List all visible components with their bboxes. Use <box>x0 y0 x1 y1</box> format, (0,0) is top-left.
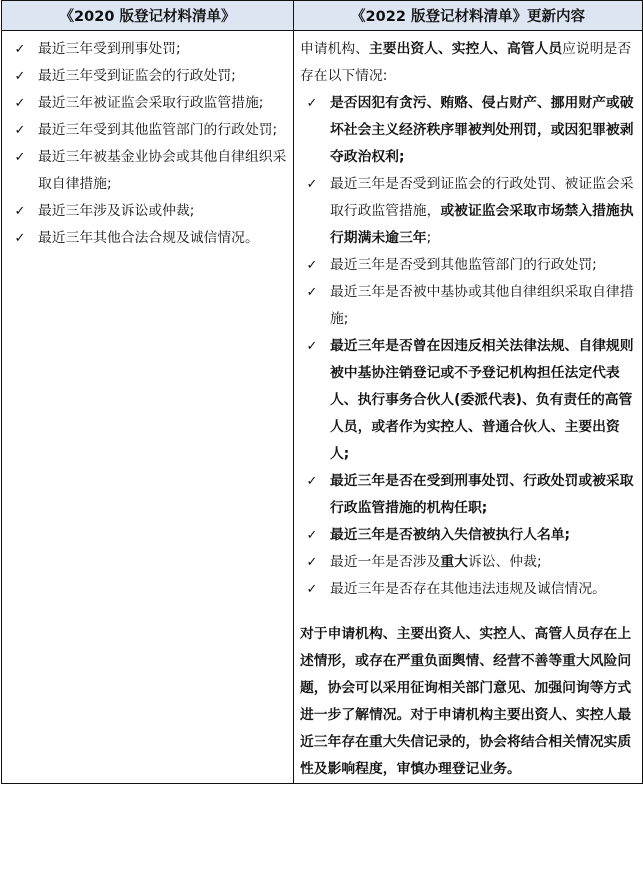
table-header-row <box>2 1 643 31</box>
checkmark-icon: ✓ <box>14 231 26 246</box>
item-text: 或被证监会采取市场禁入措施执行期满未逾三年 <box>330 203 634 246</box>
checkmark-icon: ✓ <box>306 528 318 543</box>
check-list-item <box>300 333 636 468</box>
checkmark-icon: ✓ <box>306 285 318 300</box>
item-text: 最近一年是否涉及 <box>330 554 441 570</box>
left-column-cell <box>2 31 294 784</box>
item-text: 最近三年是否曾在因违反相关法律法规、自律规则被中基协注销登记或不予登记机构担任法定代表人、执行事务合伙人(委派代表)、负有责任的高管人员，或者作为实控人、普通合伙人、主要出资人; <box>330 338 634 462</box>
right-column-cell <box>294 31 643 784</box>
checkmark-icon: ✓ <box>14 42 26 57</box>
checkmark-icon: ✓ <box>306 258 318 273</box>
checkmark-icon: ✓ <box>306 96 318 111</box>
item-text: 最近三年是否在受到刑事处罚、行政处罚或被采取行政监管措施的机构任职; <box>330 473 634 516</box>
item-text: 最近三年受到其他监管部门的行政处罚; <box>38 122 278 138</box>
checkmark-icon: ✓ <box>306 177 318 192</box>
intro-text-bold: 主要出资人、实控人、高管人员 <box>368 41 563 57</box>
check-list-item <box>300 279 636 333</box>
check-list-item <box>8 225 287 252</box>
header-2022-updates: 《2022 版登记材料清单》更新内容 <box>294 1 643 31</box>
item-text: 最近三年被证监会采取行政监管措施; <box>38 95 264 111</box>
checkmark-icon: ✓ <box>14 96 26 111</box>
item-text: 重大 <box>440 554 468 570</box>
right-intro <box>300 36 636 90</box>
item-text: 最近三年是否受到其他监管部门的行政处罚; <box>330 257 597 273</box>
checkmark-icon: ✓ <box>14 69 26 84</box>
item-text: 最近三年受到刑事处罚; <box>38 41 181 57</box>
item-text: 最近三年受到证监会的行政处罚; <box>38 68 236 84</box>
check-list-item <box>8 117 287 144</box>
check-list-item <box>8 36 287 63</box>
check-list-item <box>8 144 287 198</box>
checkmark-icon: ✓ <box>306 474 318 489</box>
check-list-item <box>300 549 636 576</box>
item-text: 最近三年是否受到证监会的行政处罚、被证监会采取行政监管措施， <box>330 176 634 219</box>
item-text: 最近三年被基金业协会或其他自律组织采取自律措施; <box>38 149 287 192</box>
check-list-item <box>300 171 636 252</box>
item-text: 最近三年是否被纳入失信被执行人名单; <box>330 527 571 543</box>
right-footer-paragraph: 对于申请机构、主要出资人、实控人、高管人员存在上述情形，或存在严重负面舆情、经营不善等重大风险问题，协会可以采用征询相关部门意见、加强问询等方式进一步了解情况。对于申请机构主要出资人、实控人最近三年存在重大失信记录的，协会将结合相关情况实质性及影响程度，审慎办理登记业务。 <box>300 626 632 777</box>
check-list-item <box>300 576 636 603</box>
checkmark-icon: ✓ <box>306 339 318 354</box>
intro-text-2: 应说明是否存在以下情况: <box>300 41 632 84</box>
check-list-item <box>300 468 636 522</box>
item-text: 最近三年是否存在其他违法违规及诚信情况。 <box>330 581 606 597</box>
item-text: ; <box>426 230 432 246</box>
checkmark-icon: ✓ <box>306 582 318 597</box>
check-list-item <box>300 90 636 171</box>
item-text: 是否因犯有贪污、贿赂、侵占财产、挪用财产或破坏社会主义经济秩序罪被判处刑罚，或因犯罪被剥夺政治权利; <box>330 95 634 165</box>
spacer <box>300 603 636 621</box>
check-list-item <box>300 522 636 549</box>
checkmark-icon: ✓ <box>306 555 318 570</box>
checkmark-icon: ✓ <box>14 150 26 165</box>
comparison-table <box>1 0 643 784</box>
checkmark-icon: ✓ <box>14 123 26 138</box>
item-text: 最近三年涉及诉讼或仲裁; <box>38 203 195 219</box>
check-list-item <box>8 63 287 90</box>
item-text: 最近三年其他合法合规及诚信情况。 <box>38 230 259 246</box>
right-check-list <box>300 90 636 603</box>
table-body-row <box>2 31 643 784</box>
checkmark-icon: ✓ <box>14 204 26 219</box>
left-check-list <box>2 31 293 252</box>
check-list-item <box>8 198 287 225</box>
item-text: 诉讼、仲裁; <box>467 554 542 570</box>
check-list-item <box>8 90 287 117</box>
header-2020-version: 《2020 版登记材料清单》 <box>2 1 294 31</box>
check-list-item <box>300 252 636 279</box>
item-text: 最近三年是否被中基协或其他自律组织采取自律措施; <box>330 284 634 327</box>
intro-text-1: 申请机构、 <box>300 41 369 57</box>
